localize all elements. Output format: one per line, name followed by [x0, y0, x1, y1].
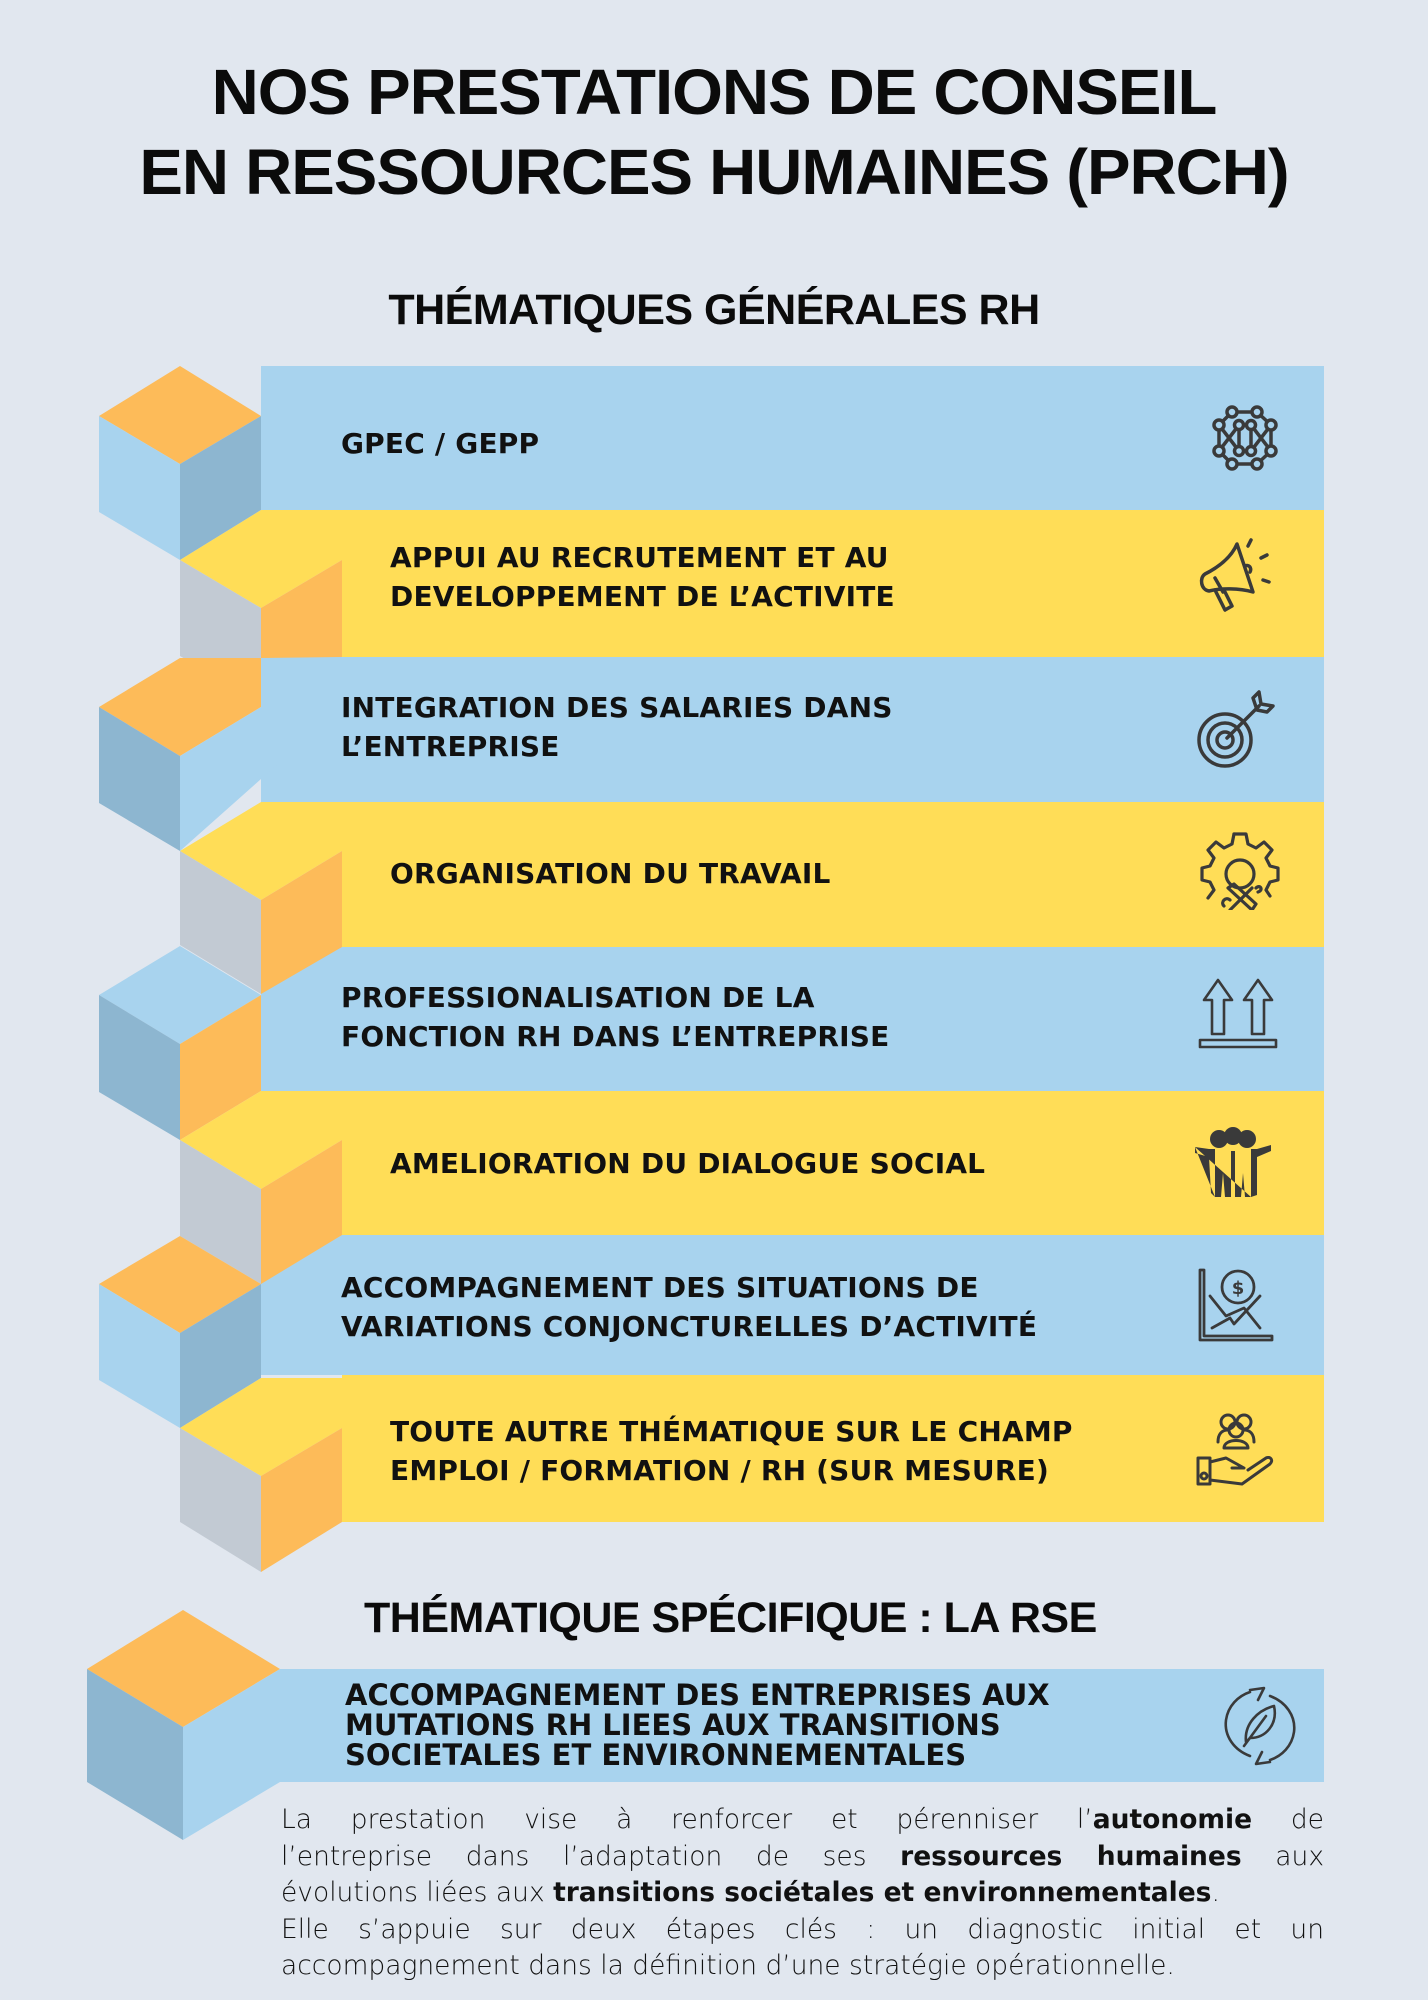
rse-cube-decoration — [0, 0, 300, 1900]
para-line-3: évolutions liées aux transitions sociétales et environnementales. — [281, 1877, 1220, 1908]
arrows-up-icon — [1198, 978, 1278, 1058]
rse-band-label: ACCOMPAGNEMENT DES ENTREPRISES AUX MUTATIONS RH LIEES AUX TRANSITIONS SOCIETALES ET ENVIRONNEMENTALES — [345, 1678, 1050, 1772]
page-title-line-1: NOS PRESTATIONS DE CONSEIL — [211, 56, 1217, 128]
theme-label-7: ACCOMPAGNEMENT DES SITUATIONS DE VARIATIONS CONJONCTURELLES D’ACTIVITÉ — [341, 1271, 1038, 1343]
section-heading-rse: THÉMATIQUE SPÉCIFIQUE : LA RSE — [364, 1594, 1097, 1642]
theme-label-4: ORGANISATION DU TRAVAIL — [390, 857, 831, 890]
para-line-4: Elle s’appuie sur deux étapes clés : un diagnostic initial et un — [281, 1913, 1324, 1945]
page-title-line-2: EN RESSOURCES HUMAINES (PRCH) — [139, 136, 1289, 208]
theme-label-3: INTEGRATION DES SALARIES DANS L’ENTREPRISE — [341, 691, 893, 763]
theme-label-2: APPUI AU RECRUTEMENT ET AU DEVELOPPEMENT DE L’ACTIVITE — [390, 541, 895, 613]
section-heading-general: THÉMATIQUES GÉNÉRALES RH — [388, 286, 1040, 334]
theme-label-8: TOUTE AUTRE THÉMATIQUE SUR LE CHAMP EMPLOI / FORMATION / RH (SUR MESURE) — [390, 1415, 1073, 1487]
para-line-1: La prestation vise à renforcer et pérenniser l’autonomie de — [281, 1804, 1324, 1835]
finance-chart-icon — [1198, 1268, 1278, 1348]
para-line-2: l’entreprise dans l’adaptation de ses ressources humaines aux — [281, 1840, 1324, 1872]
megaphone-icon — [1195, 536, 1275, 616]
rse-description — [281, 1802, 1324, 1985]
svg-text:$: $ — [1231, 1278, 1245, 1299]
theme-label-6: AMELIORATION DU DIALOGUE SOCIAL — [390, 1147, 986, 1180]
team-icon — [1193, 1125, 1273, 1205]
eco-cycle-icon — [1220, 1684, 1300, 1768]
gear-tools-icon — [1200, 830, 1280, 910]
network-icon — [1205, 398, 1285, 478]
hand-people-icon — [1196, 1412, 1276, 1492]
theme-label-1: GPEC / GEPP — [341, 427, 540, 460]
target-icon — [1195, 688, 1275, 768]
para-line-5: accompagnement dans la définition d’une stratégie opérationnelle. — [281, 1950, 1175, 1981]
theme-label-5: PROFESSIONALISATION DE LA FONCTION RH DANS L’ENTREPRISE — [341, 981, 890, 1053]
